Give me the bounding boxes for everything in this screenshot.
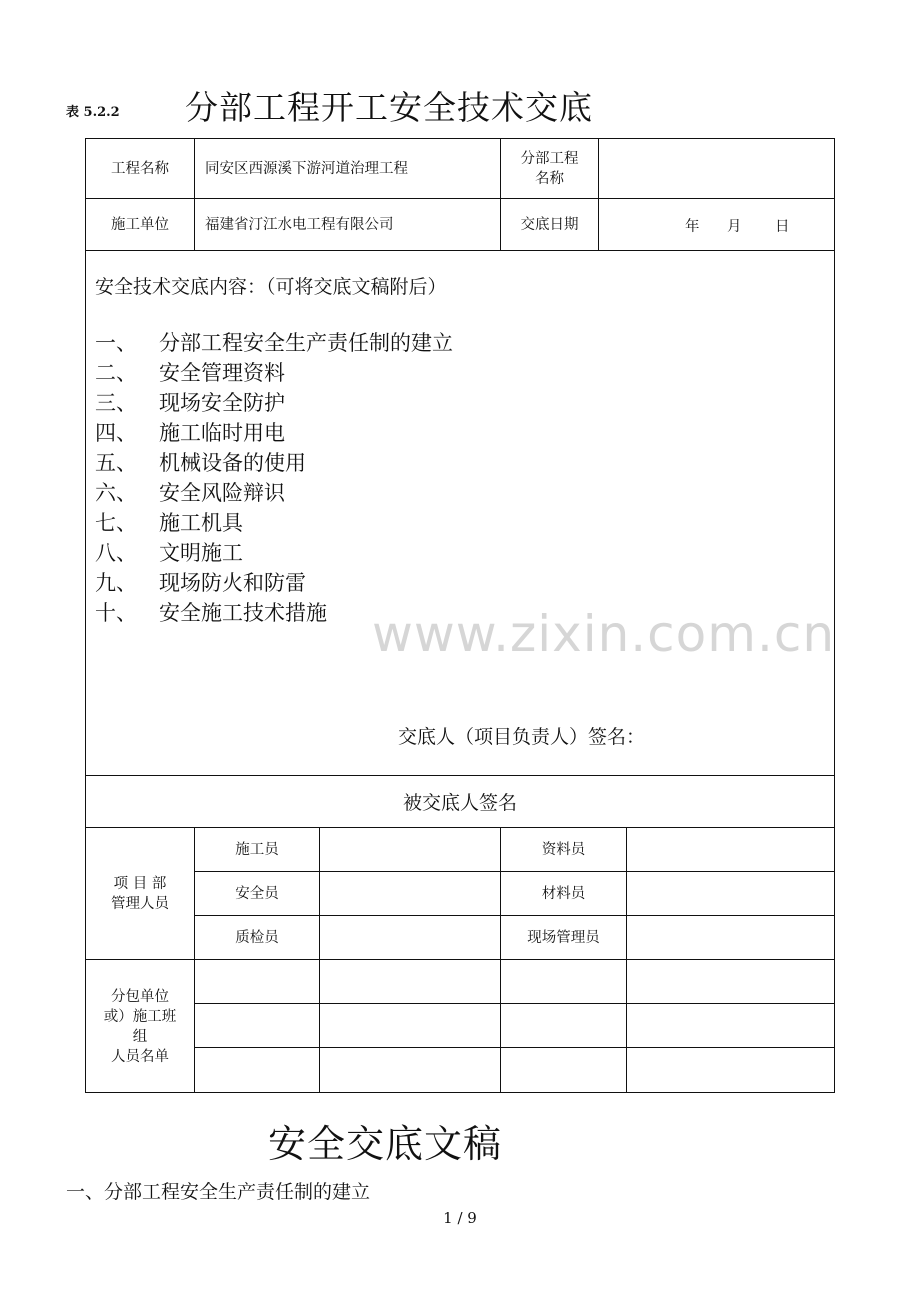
row-divider	[194, 1047, 835, 1048]
page-number: 1 / 9	[443, 1209, 477, 1227]
project-staff-label: 项 目 部 管理人员	[111, 875, 169, 912]
disclosure-date-label: 交底日期	[520, 216, 579, 233]
row-divider	[194, 1003, 835, 1004]
construction-unit-value: 福建省汀江水电工程有限公司	[205, 216, 394, 233]
list-item: 十、 安全施工技术措施	[95, 601, 327, 625]
list-item: 五、 机械设备的使用	[95, 451, 306, 475]
row-divider	[85, 250, 835, 251]
project-name-label: 工程名称	[111, 160, 169, 177]
role-site-manager: 现场管理员	[527, 929, 600, 946]
role-documents: 资料员	[541, 841, 586, 858]
watermark: www.zixin.com.cn	[372, 605, 836, 663]
column-divider	[319, 827, 320, 1093]
date-month: 月	[727, 219, 742, 235]
row-divider	[85, 775, 835, 776]
section-heading: 一、分部工程安全生产责任制的建立	[66, 1181, 371, 1203]
role-materials: 材料员	[541, 885, 586, 902]
list-item: 九、 现场防火和防雷	[95, 571, 306, 595]
construction-unit-label: 施工单位	[111, 216, 169, 233]
list-item: 六、 安全风险辩识	[95, 481, 285, 505]
table-number: 表 5.2.2	[66, 105, 120, 120]
role-quality: 质检员	[235, 929, 279, 946]
column-divider	[626, 827, 627, 1093]
disclosure-item-list	[95, 328, 453, 628]
list-item: 一、 分部工程安全生产责任制的建立	[95, 331, 453, 355]
list-item: 三、 现场安全防护	[95, 391, 285, 415]
document-title: 安全交底文稿	[268, 1122, 503, 1166]
project-name-value: 同安区西源溪下游河道治理工程	[205, 160, 408, 177]
row-divider	[85, 959, 835, 960]
discloser-signature-label: 交底人（项目负责人）签名：	[398, 726, 646, 748]
subproject-name-label: 分部工程 名称	[520, 150, 579, 187]
date-year: 年	[685, 219, 700, 235]
list-item: 四、 施工临时用电	[95, 421, 285, 445]
role-builder: 施工员	[235, 841, 279, 858]
list-item: 七、 施工机具	[95, 511, 243, 535]
subcontract-staff-label: 分包单位 或）施工班 组 人员名单	[103, 988, 177, 1065]
receiver-signature-heading: 被交底人签名	[402, 792, 517, 814]
role-safety: 安全员	[235, 885, 279, 902]
form-title: 分部工程开工安全技术交底	[185, 88, 593, 127]
subproject-name-value	[599, 139, 834, 198]
date-day: 日	[775, 219, 790, 235]
disclosure-content-heading: 安全技术交底内容：（可将交底文稿附后）	[95, 276, 447, 298]
list-item: 二、 安全管理资料	[95, 361, 285, 385]
list-item: 八、 文明施工	[95, 541, 243, 565]
